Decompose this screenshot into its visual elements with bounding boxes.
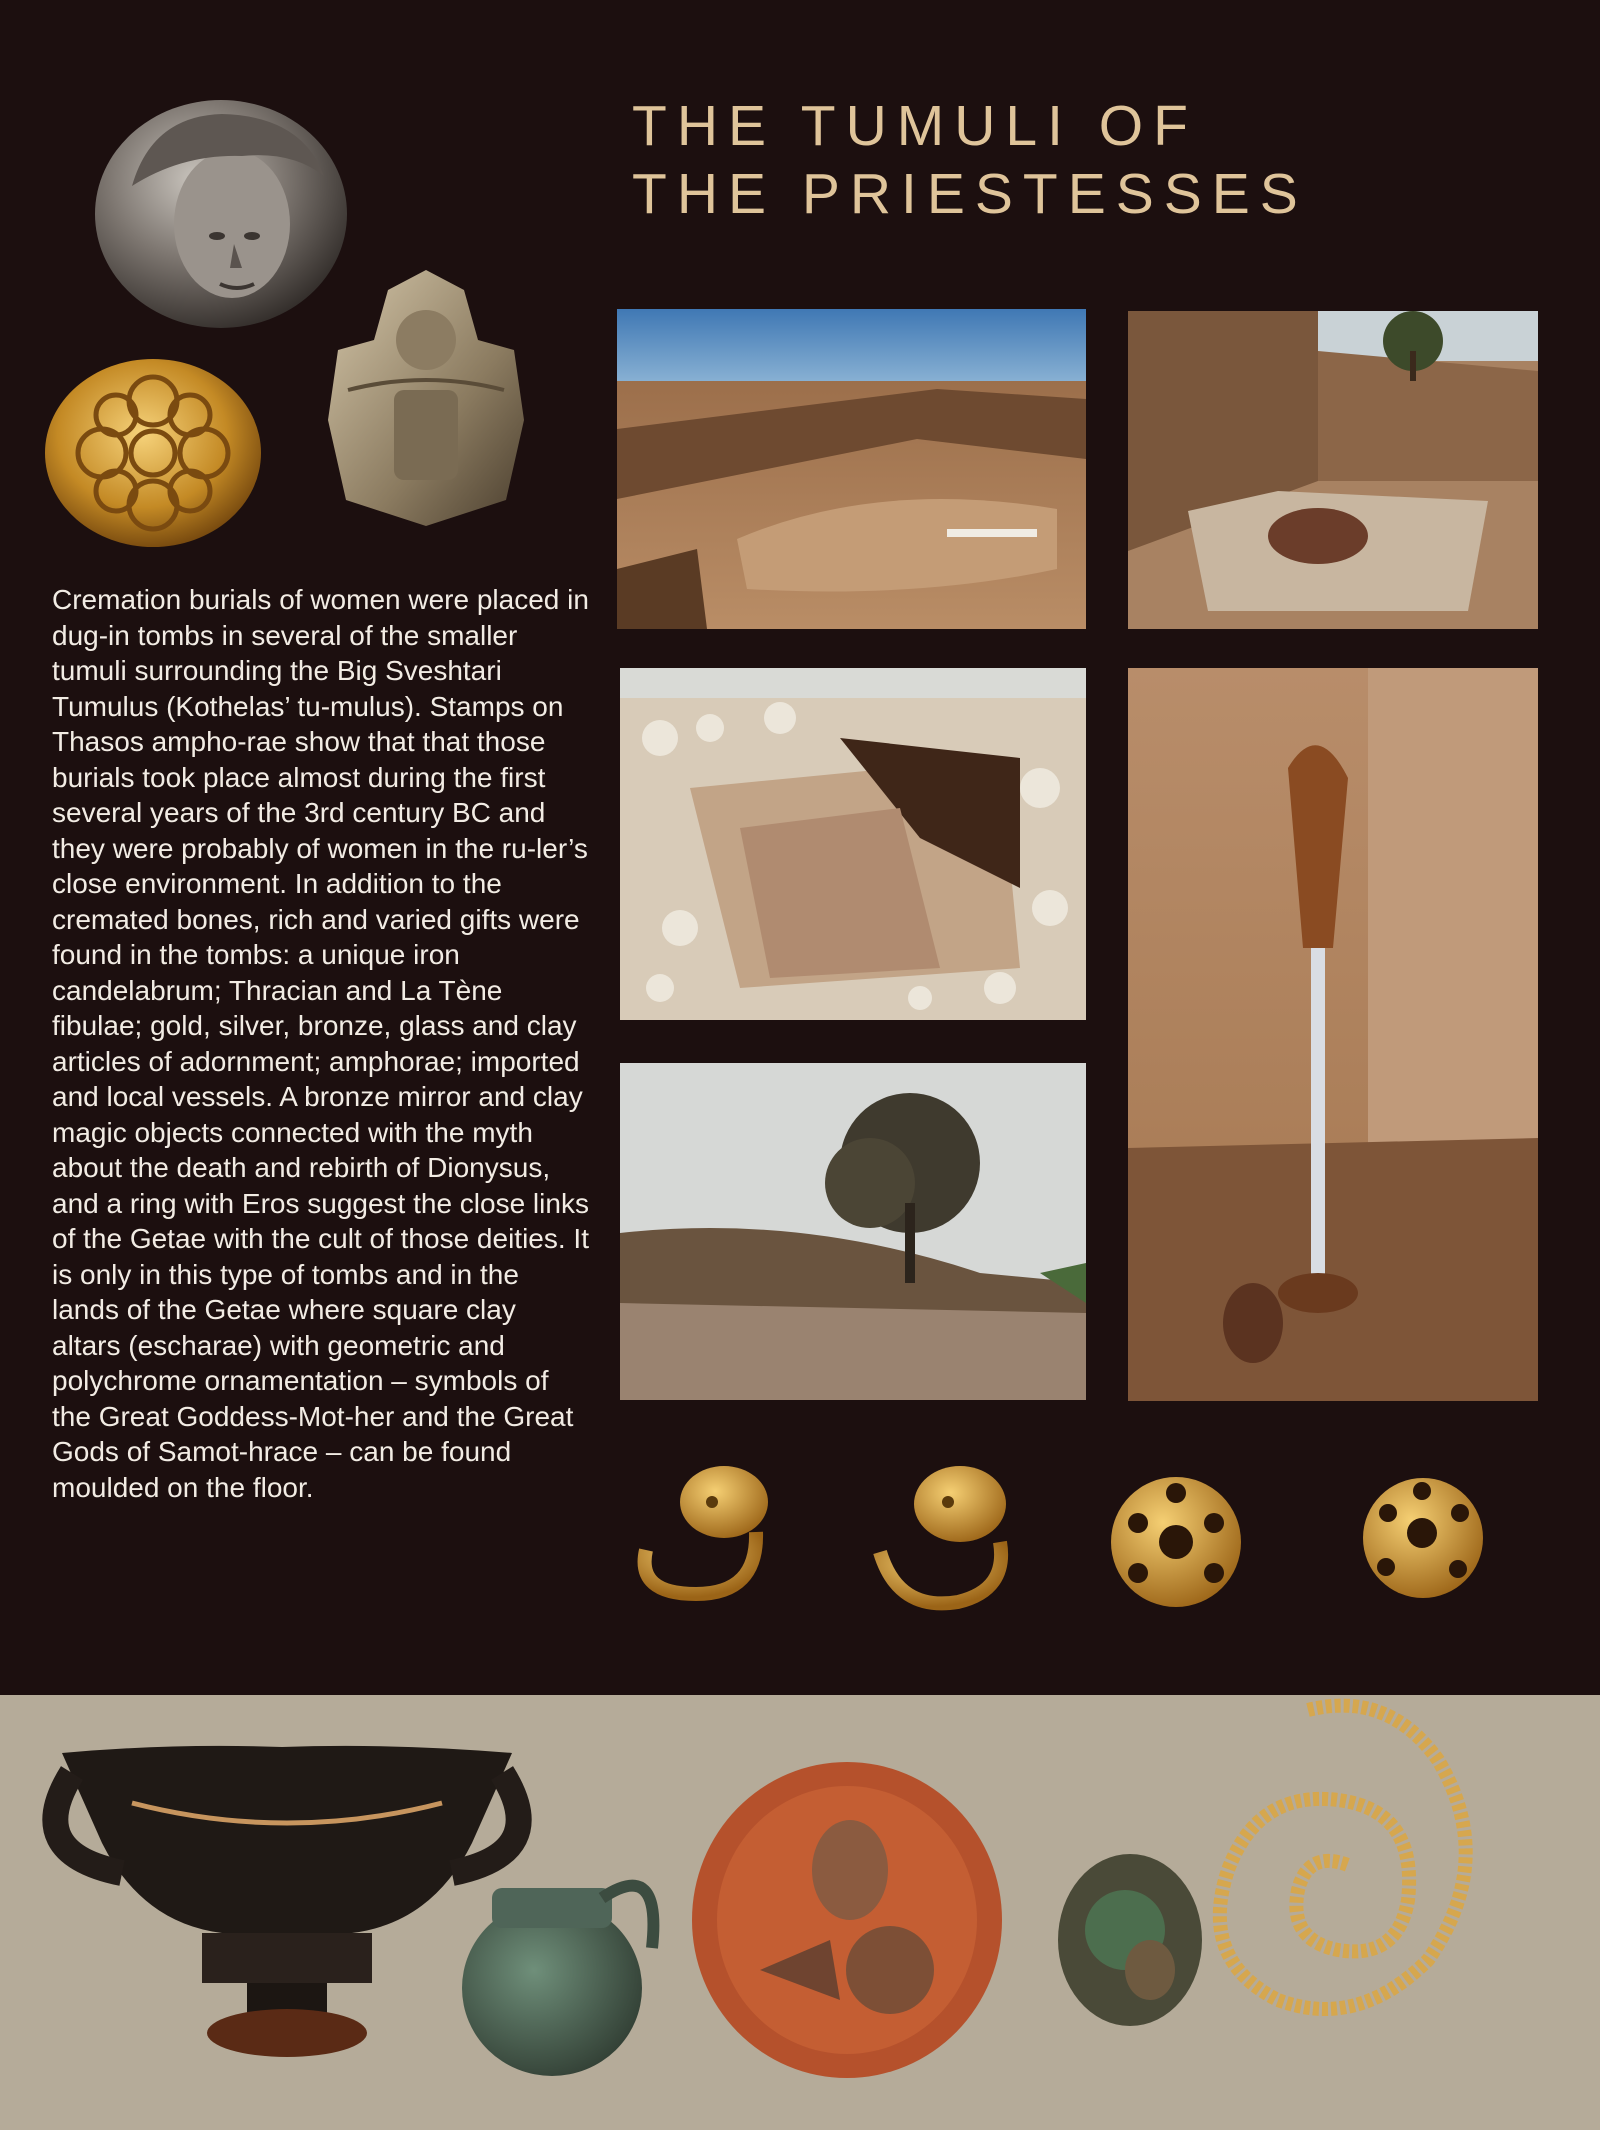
body-paragraph: Cremation burials of women were placed in dug-in tombs in several of the smaller tumuli surrounding the Big Sveshtari Tumulus (Kothelas’ tu-mulus). Stamps on Thasos ampho-rae show that that those burials took place almost during the first several years of the 3rd century BC and they were probably of women in the ru-ler’s close environment. In addition to the cremated bones, rich and varied gifts were found in the tombs: a unique iron candelabrum; Thracian and La Tène fibulae; gold, silver, bronze, glass and clay articles of adornment; amphorae; imported and local vessels. A bronze mirror and clay magic objects connected with the myth about the death and rebirth of Dionysus, and a ring with Eros suggest the close links of the Getae with the cult of those deities. It is only in this type of tombs and in the lands of the Getae where square clay altars (escharae) with geometric and polychrome ornamentation – symbols of the Great Goddess-Mot-her and the Great Gods of Samot-hrace – can be found moulded on the floor. xyxy=(52,584,589,1503)
silver-warrior-plaque xyxy=(328,270,524,526)
gold-bead-necklace xyxy=(1208,1700,1484,2026)
page-title xyxy=(632,92,1308,228)
excavation-photo-stone-tomb xyxy=(620,668,1086,1020)
bronze-mirror xyxy=(1055,1850,1205,2030)
gold-bead-1 xyxy=(1108,1473,1244,1611)
title-line-2: THE PRIESTESSES xyxy=(632,162,1308,226)
excavation-photo-trench xyxy=(617,309,1086,629)
excavation-photo-stone-floor xyxy=(1128,311,1538,629)
excavation-photo-candelabrum-in-situ xyxy=(1128,668,1538,1401)
excavation-photo-tumulus-tree xyxy=(620,1063,1086,1400)
bronze-jug xyxy=(452,1858,662,2078)
clay-bowl-with-magic-objects xyxy=(690,1760,1004,2080)
gold-earring-lion-head-1 xyxy=(626,1462,772,1600)
title-line-1: THE TUMULI OF xyxy=(632,94,1198,158)
gold-bead-2 xyxy=(1362,1473,1484,1603)
gold-rosette-ornament xyxy=(42,355,264,551)
silver-medallion-head xyxy=(92,96,350,332)
gold-earring-lion-head-2 xyxy=(868,1462,1014,1612)
